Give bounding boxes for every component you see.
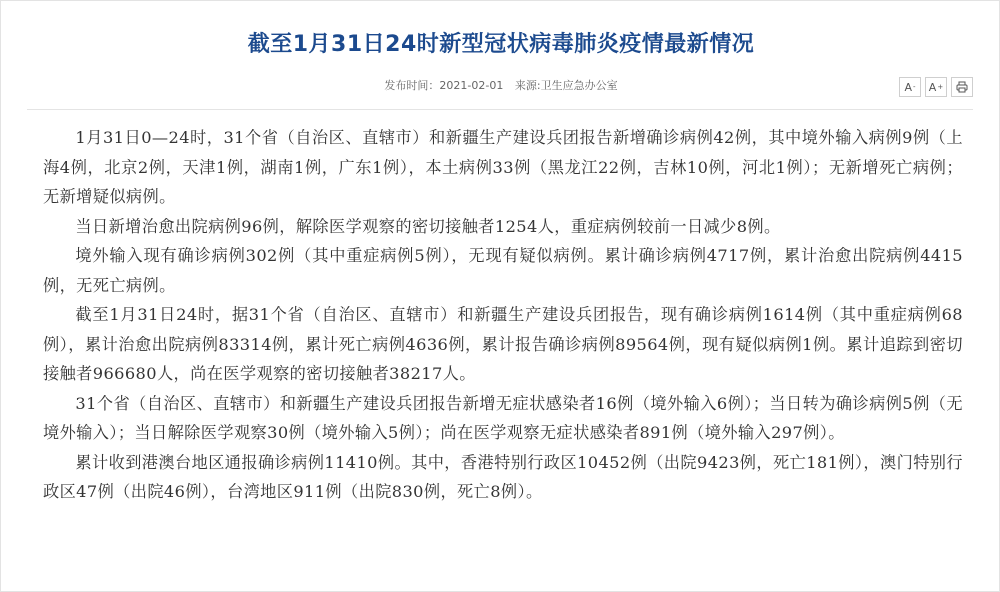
article-title: 截至1月31日24时新型冠状病毒肺炎疫情最新情况 xyxy=(247,32,755,57)
paragraph: 当日新增治愈出院病例96例，解除医学观察的密切接触者1254人，重症病例较前一日减少8例。 xyxy=(75,216,781,236)
article-body xyxy=(43,123,963,507)
paragraph: 累计收到港澳台地区通报确诊病例11410例。其中，香港特别行政区10452例（出院9423例，死亡181例），澳门特别行政区47例（出院46例），台湾地区911例（出院830例，死亡8例）。 xyxy=(43,452,963,501)
article-meta xyxy=(1,77,1000,93)
source-label: 来源: xyxy=(514,79,541,92)
font-decrease-label: A xyxy=(904,80,912,94)
paragraph: 31个省（自治区、直辖市）和新疆生产建设兵团报告新增无症状感染者16例（境外输入6例）；当日转为确诊病例5例（无境外输入）；当日解除医学观察30例（境外输入5例）；尚在医学观察无症状感染者891例（境外输入297例）。 xyxy=(43,393,963,442)
source-info xyxy=(515,79,618,92)
font-decrease-button[interactable] xyxy=(899,77,921,97)
print-icon xyxy=(956,81,968,93)
font-increase-button[interactable] xyxy=(925,77,947,97)
article-toolbar xyxy=(899,77,973,97)
print-button[interactable] xyxy=(951,77,973,97)
font-increase-sup: + xyxy=(937,83,944,91)
font-decrease-sup: - xyxy=(913,83,916,91)
paragraph: 1月31日0—24时，31个省（自治区、直辖市）和新疆生产建设兵团报告新增确诊病例42例，其中境外输入病例9例（上海4例，北京2例，天津1例，湖南1例，广东1例），本土病例33例（黑龙江22例，吉林10例，河北1例）；无新增死亡病例；无新增疑似病例。 xyxy=(43,128,963,206)
publish-label: 发布时间： xyxy=(384,79,440,92)
title-divider xyxy=(27,109,973,110)
publish-info xyxy=(384,79,503,92)
publish-date: 2021-02-01 xyxy=(439,79,504,92)
paragraph: 境外输入现有确诊病例302例（其中重症病例5例），无现有疑似病例。累计确诊病例4717例，累计治愈出院病例4415例，无死亡病例。 xyxy=(43,246,963,295)
paragraph: 截至1月31日24时，据31个省（自治区、直辖市）和新疆生产建设兵团报告，现有确诊病例1614例（其中重症病例68例），累计治愈出院病例83314例，累计死亡病例4636例，累计报告确诊病例89564例，现有疑似病例1例。累计追踪到密切接触者966680人，尚在医学观察的密切接触者38217人。 xyxy=(43,305,963,383)
font-increase-label: A xyxy=(928,80,937,94)
source-name: 卫生应急办公室 xyxy=(540,79,618,92)
